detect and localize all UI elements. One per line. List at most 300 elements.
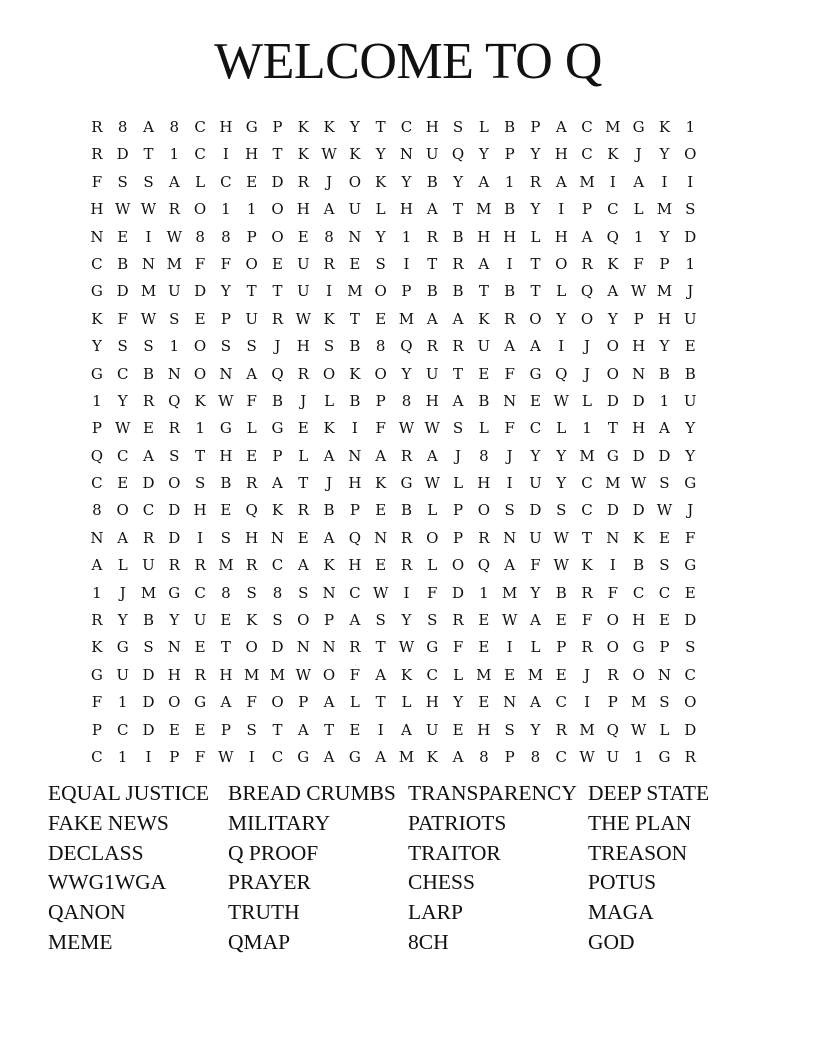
grid-letter: K — [271, 501, 284, 520]
grid-letter: A — [581, 227, 593, 246]
grid-letter: N — [167, 638, 181, 657]
word-list-item: CHESS — [408, 870, 475, 895]
grid-letter: O — [451, 556, 465, 575]
grid-letter: K — [375, 474, 387, 493]
grid-letter: B — [478, 391, 490, 410]
grid-letter: O — [374, 364, 387, 383]
grid-letter: S — [117, 172, 128, 191]
grid-letter: W — [218, 391, 234, 410]
grid-letter: K — [323, 556, 335, 575]
grid-row — [84, 224, 703, 251]
word-list-item: GOD — [588, 929, 635, 954]
grid-letter: F — [194, 254, 206, 273]
grid-letter: Q — [477, 556, 490, 575]
grid-letter: A — [297, 556, 309, 575]
grid-letter: S — [452, 419, 464, 438]
grid-letter: C — [581, 118, 593, 136]
grid-letter: W — [295, 309, 311, 328]
grid-letter: A — [452, 309, 464, 328]
grid-letter: K — [607, 145, 619, 164]
grid-letter: B — [504, 282, 516, 301]
grid-letter: H — [193, 501, 207, 520]
grid-letter: M — [244, 665, 260, 684]
grid-letter: O — [245, 254, 258, 273]
grid-letter: I — [145, 747, 152, 766]
grid-letter: L — [195, 172, 206, 191]
grid-letter: O — [116, 501, 129, 520]
grid-letter: A — [478, 172, 490, 191]
grid-letter: U — [606, 747, 620, 766]
grid-letter: C — [426, 665, 438, 684]
word-list-item: EQUAL JUSTICE — [48, 781, 210, 805]
grid-row — [84, 169, 703, 196]
grid-letter: G — [90, 665, 103, 684]
word-list-item: FAKE NEWS — [48, 810, 169, 835]
grid-letter: J — [584, 337, 591, 356]
grid-letter: F — [246, 391, 257, 410]
grid-letter: C — [529, 419, 542, 438]
grid-letter: L — [633, 200, 644, 219]
grid-letter: K — [323, 309, 335, 328]
grid-letter: R — [323, 254, 335, 273]
grid-letter: J — [635, 145, 642, 164]
grid-letter: E — [117, 474, 129, 493]
grid-letter: G — [400, 474, 413, 493]
grid-letter: H — [554, 227, 568, 246]
grid-letter: G — [245, 118, 258, 136]
grid-letter: N — [399, 145, 414, 164]
grid-letter: B — [426, 282, 438, 301]
word-list-item: WWG1WGA — [48, 870, 167, 895]
grid-letter: T — [375, 118, 386, 136]
grid-letter: O — [684, 145, 697, 164]
grid-letter: N — [348, 227, 362, 246]
grid-letter: M — [347, 282, 363, 301]
grid-letter: Y — [556, 474, 567, 493]
grid-row — [84, 744, 703, 771]
grid-letter: B — [633, 556, 645, 575]
grid-letter: G — [632, 638, 645, 657]
grid-letter: S — [556, 501, 567, 520]
grid-letter: A — [452, 747, 464, 766]
grid-letter: C — [116, 364, 129, 383]
grid-letter: S — [246, 720, 257, 739]
grid-letter: B — [658, 364, 670, 383]
grid-letter: C — [581, 145, 593, 164]
grid-letter: B — [117, 254, 129, 273]
grid-letter: O — [684, 693, 697, 712]
grid-letter: A — [530, 337, 541, 356]
grid-letter: T — [195, 446, 206, 465]
grid-letter: E — [194, 638, 206, 657]
grid-row — [84, 251, 703, 278]
grid-letter: Y — [685, 446, 696, 465]
grid-letter: 1 — [582, 419, 592, 438]
grid-row — [84, 306, 703, 333]
grid-letter: A — [426, 309, 438, 328]
grid-letter: I — [403, 254, 410, 273]
grid-letter: R — [194, 556, 206, 575]
grid-letter: R — [194, 665, 206, 684]
grid-letter: D — [529, 501, 542, 520]
grid-letter: K — [349, 364, 361, 383]
grid-letter: T — [530, 282, 541, 301]
grid-letter: B — [142, 611, 154, 630]
grid-letter: D — [606, 501, 619, 520]
grid-letter: G — [168, 583, 181, 602]
grid-letter: R — [478, 528, 490, 547]
grid-letter: M — [398, 309, 415, 328]
grid-letter: A — [323, 693, 335, 712]
grid-letter: H — [399, 200, 413, 219]
grid-letter: T — [530, 254, 541, 273]
grid-letter: E — [529, 391, 541, 410]
grid-letter: G — [90, 364, 103, 383]
grid-row — [84, 333, 703, 360]
grid-letter: O — [322, 665, 336, 684]
grid-letter: R — [426, 337, 438, 356]
grid-letter: 8 — [169, 118, 180, 136]
grid-letter: D — [142, 693, 155, 712]
grid-letter: K — [658, 118, 671, 136]
grid-letter: Y — [117, 611, 128, 630]
grid-letter: R — [142, 528, 155, 547]
grid-letter: D — [116, 282, 129, 301]
grid-letter: L — [246, 419, 257, 438]
grid-letter: O — [348, 172, 362, 191]
grid-letter: J — [274, 337, 281, 356]
grid-letter: O — [168, 693, 181, 712]
grid-letter: A — [426, 200, 438, 219]
grid-letter: D — [632, 501, 645, 520]
grid-letter: I — [506, 638, 513, 657]
grid-letter: A — [504, 556, 516, 575]
grid-letter: R — [271, 309, 284, 328]
grid-letter: P — [349, 501, 360, 520]
grid-letter: W — [553, 391, 569, 410]
grid-letter: F — [504, 419, 515, 438]
grid-row — [84, 141, 703, 168]
grid-letter: I — [687, 172, 694, 191]
word-list-item: TREASON — [588, 840, 688, 865]
grid-letter: Y — [401, 172, 412, 191]
grid-letter: D — [142, 665, 155, 684]
grid-letter: U — [296, 282, 310, 301]
grid-letter: E — [246, 172, 258, 191]
grid-letter: E — [117, 227, 129, 246]
grid-letter: A — [478, 254, 490, 273]
grid-letter: N — [141, 254, 156, 273]
grid-letter: D — [606, 391, 619, 410]
grid-letter: D — [194, 282, 207, 301]
grid-letter: R — [581, 583, 593, 602]
grid-letter: I — [584, 693, 590, 712]
grid-letter: R — [349, 638, 361, 657]
grid-letter: H — [554, 145, 568, 164]
word-list-item: BREAD CRUMBS — [228, 781, 396, 805]
grid-letter: Y — [169, 611, 180, 630]
grid-letter: A — [504, 337, 516, 356]
grid-letter: I — [377, 720, 384, 739]
grid-letter: O — [297, 611, 310, 630]
grid-letter: S — [220, 528, 232, 547]
grid-letter: 1 — [169, 145, 180, 164]
grid-letter: S — [143, 337, 154, 356]
grid-letter: F — [530, 556, 541, 575]
grid-letter: K — [246, 611, 258, 630]
grid-row — [84, 388, 703, 415]
grid-letter: O — [606, 337, 619, 356]
grid-letter: N — [348, 446, 362, 465]
grid-letter: W — [295, 665, 311, 684]
grid-letter: A — [555, 172, 567, 191]
grid-letter: E — [272, 254, 283, 273]
grid-letter: E — [375, 501, 387, 520]
grid-letter: R — [246, 474, 258, 493]
grid-letter: L — [659, 720, 670, 739]
word-list-item: PATRIOTS — [408, 810, 507, 835]
grid-letter: C — [581, 474, 593, 493]
word-list-item: TRAITOR — [408, 840, 501, 865]
grid-letter: R — [452, 337, 464, 356]
grid-letter: I — [197, 528, 204, 547]
grid-letter: E — [658, 611, 670, 630]
word-list-item: 8CH — [408, 929, 449, 954]
grid-letter: 8 — [195, 227, 205, 246]
grid-letter: K — [323, 118, 335, 136]
grid-letter: W — [501, 611, 518, 630]
grid-letter: A — [375, 446, 387, 465]
grid-letter: F — [194, 747, 206, 766]
grid-letter: C — [142, 501, 155, 520]
grid-letter: I — [558, 200, 565, 219]
grid-letter: P — [530, 118, 541, 136]
grid-letter: P — [220, 720, 231, 739]
grid-letter: H — [632, 337, 646, 356]
grid-letter: E — [684, 583, 696, 602]
grid-letter: I — [506, 254, 513, 273]
grid-letter: P — [504, 145, 515, 164]
grid-letter: A — [143, 446, 154, 465]
grid-row — [84, 443, 703, 470]
grid-letter: N — [503, 391, 517, 410]
grid-letter: C — [116, 720, 129, 739]
grid-letter: S — [246, 583, 257, 602]
grid-letter: Y — [478, 145, 489, 164]
grid-letter: O — [193, 200, 207, 219]
grid-letter: R — [504, 309, 516, 328]
grid-letter: R — [400, 528, 413, 547]
grid-letter: D — [142, 474, 155, 493]
grid-letter: G — [194, 693, 207, 712]
grid-letter: F — [685, 528, 696, 547]
grid-letter: 1 — [685, 254, 695, 273]
grid-letter: E — [297, 419, 309, 438]
grid-letter: O — [529, 309, 542, 328]
grid-letter: W — [218, 747, 234, 766]
grid-letter: N — [374, 528, 388, 547]
word-list-item: QANON — [48, 900, 126, 925]
grid-row — [84, 580, 703, 607]
grid-letter: K — [581, 556, 593, 575]
grid-letter: Y — [453, 693, 463, 712]
grid-letter: A — [659, 419, 670, 438]
grid-letter: L — [530, 638, 541, 657]
grid-letter: G — [658, 747, 671, 766]
grid-letter: J — [455, 446, 462, 465]
grid-letter: I — [326, 282, 333, 301]
grid-letter: O — [374, 282, 387, 301]
grid-row — [84, 689, 703, 716]
grid-letter: W — [656, 501, 673, 520]
grid-letter: O — [168, 474, 181, 493]
grid-letter: B — [504, 118, 516, 136]
word-list-item: MEME — [48, 929, 113, 954]
grid-letter: R — [581, 254, 593, 273]
grid-letter: L — [401, 693, 412, 712]
grid-letter: E — [478, 364, 490, 383]
grid-letter: N — [322, 638, 336, 657]
grid-letter: R — [91, 145, 103, 164]
grid-letter: H — [245, 145, 259, 164]
grid-letter: E — [349, 720, 361, 739]
grid-letter: M — [140, 583, 157, 602]
grid-letter: O — [555, 254, 568, 273]
grid-letter: A — [143, 118, 154, 136]
grid-letter: C — [91, 747, 103, 766]
grid-letter: H — [425, 118, 439, 136]
grid-letter: Y — [375, 227, 386, 246]
grid-letter: 1 — [479, 583, 489, 602]
grid-letter: B — [142, 364, 154, 383]
word-list — [48, 779, 768, 958]
grid-letter: C — [632, 583, 645, 602]
grid-letter: M — [140, 282, 157, 301]
grid-letter: H — [245, 528, 259, 547]
grid-letter: A — [297, 720, 309, 739]
grid-letter: 8 — [92, 501, 102, 520]
grid-letter: 1 — [169, 337, 180, 356]
grid-row — [84, 361, 703, 388]
grid-letter: T — [272, 145, 283, 164]
grid-letter: 8 — [324, 227, 334, 246]
grid-letter: H — [477, 227, 491, 246]
grid-letter: R — [297, 364, 309, 383]
grid-letter: G — [426, 638, 439, 657]
grid-letter: T — [375, 638, 386, 657]
grid-letter: 8 — [272, 583, 283, 602]
grid-letter: O — [606, 611, 619, 630]
grid-letter: K — [297, 145, 309, 164]
grid-letter: E — [194, 309, 206, 328]
grid-row — [84, 552, 703, 579]
grid-letter: D — [168, 501, 181, 520]
grid-letter: N — [90, 528, 104, 547]
word-list-item: TRANSPARENCY — [408, 781, 577, 805]
grid-letter: R — [91, 118, 103, 136]
grid-letter: S — [143, 638, 154, 657]
grid-letter: U — [193, 611, 207, 630]
grid-letter: Y — [659, 337, 670, 356]
grid-letter: M — [218, 556, 234, 575]
grid-letter: B — [504, 200, 516, 219]
grid-letter: P — [91, 419, 102, 438]
grid-letter: J — [506, 446, 513, 465]
grid-letter: 1 — [633, 227, 644, 246]
grid-letter: Y — [530, 720, 541, 739]
grid-letter: D — [632, 446, 645, 465]
grid-letter: L — [427, 501, 438, 520]
grid-letter: N — [503, 693, 517, 712]
grid-letter: H — [503, 227, 517, 246]
grid-letter: P — [272, 118, 283, 136]
grid-letter: E — [220, 501, 232, 520]
grid-letter: O — [193, 337, 207, 356]
grid-letter: G — [271, 419, 284, 438]
grid-letter: G — [632, 118, 645, 136]
grid-letter: Y — [556, 309, 567, 328]
grid-letter: H — [167, 665, 181, 684]
word-list-item: DEEP STATE — [588, 781, 710, 805]
grid-letter: S — [685, 200, 696, 219]
grid-letter: T — [324, 720, 335, 739]
grid-letter: F — [375, 419, 386, 438]
grid-row — [84, 196, 703, 223]
grid-letter: M — [579, 172, 595, 191]
grid-letter: A — [530, 611, 541, 630]
grid-letter: U — [425, 145, 439, 164]
grid-letter: H — [657, 309, 671, 328]
grid-letter: M — [630, 693, 647, 712]
grid-letter: E — [555, 611, 567, 630]
grid-letter: 8 — [117, 118, 128, 136]
grid-letter: E — [297, 528, 309, 547]
grid-letter: Q — [606, 720, 619, 739]
grid-letter: S — [298, 583, 309, 602]
grid-letter: F — [633, 254, 644, 273]
grid-letter: S — [427, 611, 438, 630]
grid-letter: E — [349, 254, 361, 273]
grid-letter: R — [426, 227, 438, 246]
grid-letter: N — [167, 364, 181, 383]
grid-letter: A — [530, 693, 541, 712]
grid-letter: D — [271, 638, 284, 657]
letter-grid — [84, 114, 703, 771]
grid-letter: F — [581, 611, 593, 630]
grid-letter: C — [555, 747, 567, 766]
grid-letter: A — [91, 556, 103, 575]
grid-letter: D — [684, 720, 697, 739]
grid-letter: G — [684, 556, 697, 575]
grid-letter: H — [219, 665, 233, 684]
grid-letter: Y — [220, 282, 231, 301]
grid-letter: S — [375, 611, 386, 630]
grid-letter: L — [324, 391, 335, 410]
grid-letter: C — [349, 583, 361, 602]
grid-letter: Q — [606, 227, 619, 246]
grid-letter: F — [504, 364, 515, 383]
grid-letter: U — [529, 528, 542, 547]
grid-letter: A — [349, 611, 361, 630]
grid-letter: Q — [555, 364, 568, 383]
grid-letter: O — [606, 638, 619, 657]
grid-letter: U — [296, 254, 310, 273]
grid-letter: N — [606, 528, 620, 547]
grid-letter: L — [478, 419, 489, 438]
grid-letter: M — [398, 747, 415, 766]
grid-letter: R — [452, 611, 464, 630]
grid-letter: Y — [530, 200, 541, 219]
